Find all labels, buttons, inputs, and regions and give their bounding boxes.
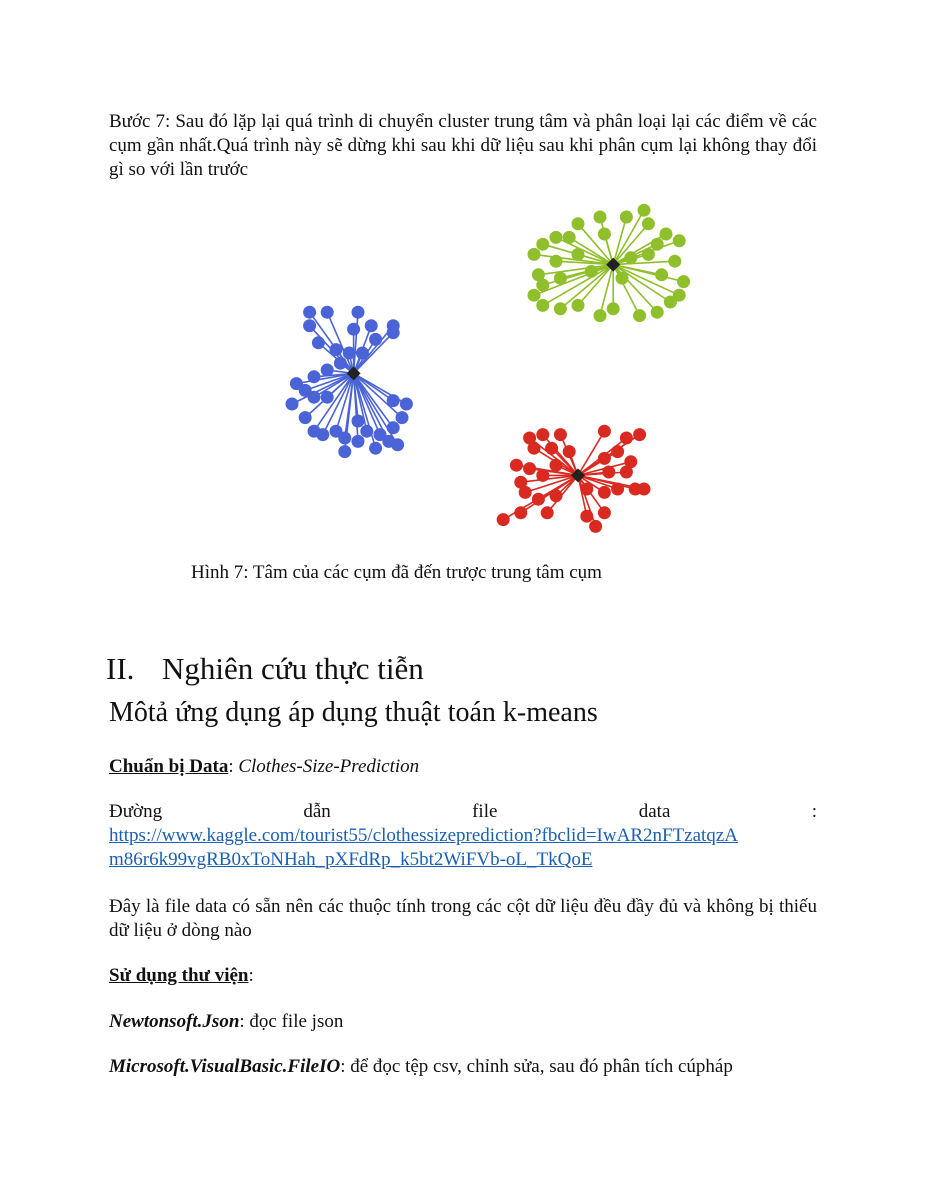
data-point bbox=[611, 445, 624, 458]
data-point bbox=[598, 452, 611, 465]
data-point bbox=[347, 323, 360, 336]
data-point bbox=[607, 302, 620, 315]
cluster-red bbox=[497, 425, 651, 533]
data-point bbox=[616, 272, 629, 285]
data-point bbox=[356, 347, 369, 360]
data-point bbox=[303, 319, 316, 332]
data-point bbox=[365, 319, 378, 332]
library-desc: : đọc file json bbox=[239, 1011, 344, 1032]
dataset-link[interactable] bbox=[109, 824, 817, 872]
data-point bbox=[369, 442, 382, 455]
data-point bbox=[519, 486, 532, 499]
data-point bbox=[321, 306, 334, 319]
data-point bbox=[514, 506, 527, 519]
data-point bbox=[308, 391, 321, 404]
data-point bbox=[572, 217, 585, 230]
data-point bbox=[620, 466, 633, 479]
data-point bbox=[360, 425, 373, 438]
data-point bbox=[620, 432, 633, 445]
data-prep-label: Chuẩn bị Data bbox=[109, 756, 229, 777]
data-point bbox=[316, 428, 329, 441]
data-point bbox=[598, 506, 611, 519]
data-point bbox=[352, 415, 365, 428]
data-point bbox=[638, 204, 651, 217]
data-point bbox=[677, 275, 690, 288]
data-point bbox=[523, 462, 536, 475]
data-prep-value: Clothes-Size-Prediction bbox=[238, 756, 420, 777]
section-heading bbox=[106, 650, 424, 688]
data-point bbox=[387, 421, 400, 434]
file-path-word: dẫn bbox=[303, 801, 331, 822]
libraries-heading bbox=[109, 964, 817, 988]
data-point bbox=[598, 425, 611, 438]
cluster-green bbox=[528, 204, 691, 322]
data-point bbox=[611, 483, 624, 496]
data-point bbox=[536, 238, 549, 251]
data-point bbox=[550, 489, 563, 502]
data-point bbox=[321, 364, 334, 377]
data-point bbox=[602, 466, 615, 479]
data-point bbox=[572, 299, 585, 312]
data-point bbox=[651, 238, 664, 251]
data-point bbox=[338, 432, 351, 445]
data-point bbox=[554, 272, 567, 285]
file-path-colon: : bbox=[811, 801, 817, 822]
data-point bbox=[585, 265, 598, 278]
data-point bbox=[550, 459, 563, 472]
data-point bbox=[536, 299, 549, 312]
library-item bbox=[109, 1055, 817, 1079]
file-path-word: Đường bbox=[109, 801, 163, 822]
data-point bbox=[598, 486, 611, 499]
data-prep-sep: : bbox=[228, 756, 239, 777]
data-point bbox=[589, 520, 602, 533]
data-point bbox=[536, 428, 549, 441]
data-point bbox=[563, 231, 576, 244]
data-point bbox=[369, 333, 382, 346]
data-point bbox=[554, 428, 567, 441]
data-point bbox=[330, 343, 343, 356]
data-point bbox=[391, 438, 404, 451]
data-point bbox=[536, 469, 549, 482]
data-point bbox=[510, 459, 523, 472]
step7-paragraph: Bước 7: Sau đó lặp lại quá trình di chuyển cluster trung tâm và phân loại lại các điểm về các cụm gần nhất.Quá trình này sẽ dừng khi sau khi dữ liệu sau khi phân cụm lại không thay đổi gì so với lần trước bbox=[109, 111, 817, 180]
data-point bbox=[642, 248, 655, 261]
section-subtitle: Môtả ứng dụng áp dụng thuật toán k-means bbox=[109, 697, 598, 728]
data-point bbox=[299, 411, 312, 424]
data-point bbox=[655, 268, 668, 281]
data-point bbox=[545, 442, 558, 455]
data-point bbox=[664, 296, 677, 309]
data-point bbox=[303, 306, 316, 319]
data-point bbox=[550, 255, 563, 268]
data-point bbox=[343, 347, 356, 360]
library-name: Newtonsoft.Json bbox=[109, 1011, 240, 1032]
data-point bbox=[633, 428, 646, 441]
file-path-label-line bbox=[109, 800, 817, 824]
data-point bbox=[396, 411, 409, 424]
data-point bbox=[352, 435, 365, 448]
libraries-label: Sử dụng thư viện bbox=[109, 965, 249, 986]
data-point bbox=[541, 506, 554, 519]
figure-caption: Hình 7: Tâm của các cụm đã đến trược trung tâm cụm bbox=[191, 562, 602, 583]
section-title: Nghiên cứu thực tiễn bbox=[162, 651, 424, 686]
cluster-blue bbox=[286, 306, 413, 458]
data-point bbox=[528, 289, 541, 302]
cluster-figure bbox=[270, 200, 710, 540]
data-point bbox=[598, 228, 611, 241]
data-point bbox=[633, 309, 646, 322]
data-point bbox=[660, 228, 673, 241]
file-path-word: data bbox=[638, 801, 671, 822]
data-point bbox=[532, 268, 545, 281]
data-note-paragraph: Đây là file data có sẵn nên các thuộc tính trong các cột dữ liệu đều đầy đủ và không bị thiếu dữ liệu ở dòng nào bbox=[109, 896, 817, 941]
data-point bbox=[550, 231, 563, 244]
data-point bbox=[624, 251, 637, 264]
data-point bbox=[642, 217, 655, 230]
data-point bbox=[563, 445, 576, 458]
data-point bbox=[620, 211, 633, 224]
data-point bbox=[651, 306, 664, 319]
libraries-sep: : bbox=[248, 965, 254, 986]
data-point bbox=[312, 336, 325, 349]
data-point bbox=[668, 255, 681, 268]
data-point bbox=[352, 306, 365, 319]
data-point bbox=[400, 398, 413, 411]
file-path-word: file bbox=[472, 801, 498, 822]
data-point bbox=[673, 234, 686, 247]
data-point bbox=[528, 248, 541, 261]
data-point bbox=[554, 302, 567, 315]
data-prep-line bbox=[109, 755, 817, 779]
data-point bbox=[638, 483, 651, 496]
library-desc: : để đọc tệp csv, chỉnh sửa, sau đó phân tích cúpháp bbox=[340, 1056, 733, 1077]
file-path-block bbox=[109, 800, 817, 872]
data-point bbox=[387, 394, 400, 407]
data-point bbox=[594, 309, 607, 322]
data-point bbox=[334, 357, 347, 370]
data-point bbox=[572, 248, 585, 261]
data-point bbox=[308, 370, 321, 383]
data-point bbox=[338, 445, 351, 458]
data-point bbox=[580, 483, 593, 496]
section-number: II. bbox=[106, 651, 135, 686]
dataset-link-line2[interactable]: m86r6k99vgRB0xToNHah_pXFdRp_k5bt2WiFVb-oL_TkQoE bbox=[109, 849, 593, 870]
data-point bbox=[594, 211, 607, 224]
data-point bbox=[321, 391, 334, 404]
data-point bbox=[497, 513, 510, 526]
data-point bbox=[528, 442, 541, 455]
data-point bbox=[387, 326, 400, 339]
library-item bbox=[109, 1010, 817, 1034]
library-name: Microsoft.VisualBasic.FileIO bbox=[109, 1056, 341, 1077]
dataset-link-line1[interactable]: https://www.kaggle.com/tourist55/clothessizeprediction?fbclid=IwAR2nFTzatqzA bbox=[109, 825, 738, 846]
data-point bbox=[580, 510, 593, 523]
data-point bbox=[532, 493, 545, 506]
data-point bbox=[286, 398, 299, 411]
